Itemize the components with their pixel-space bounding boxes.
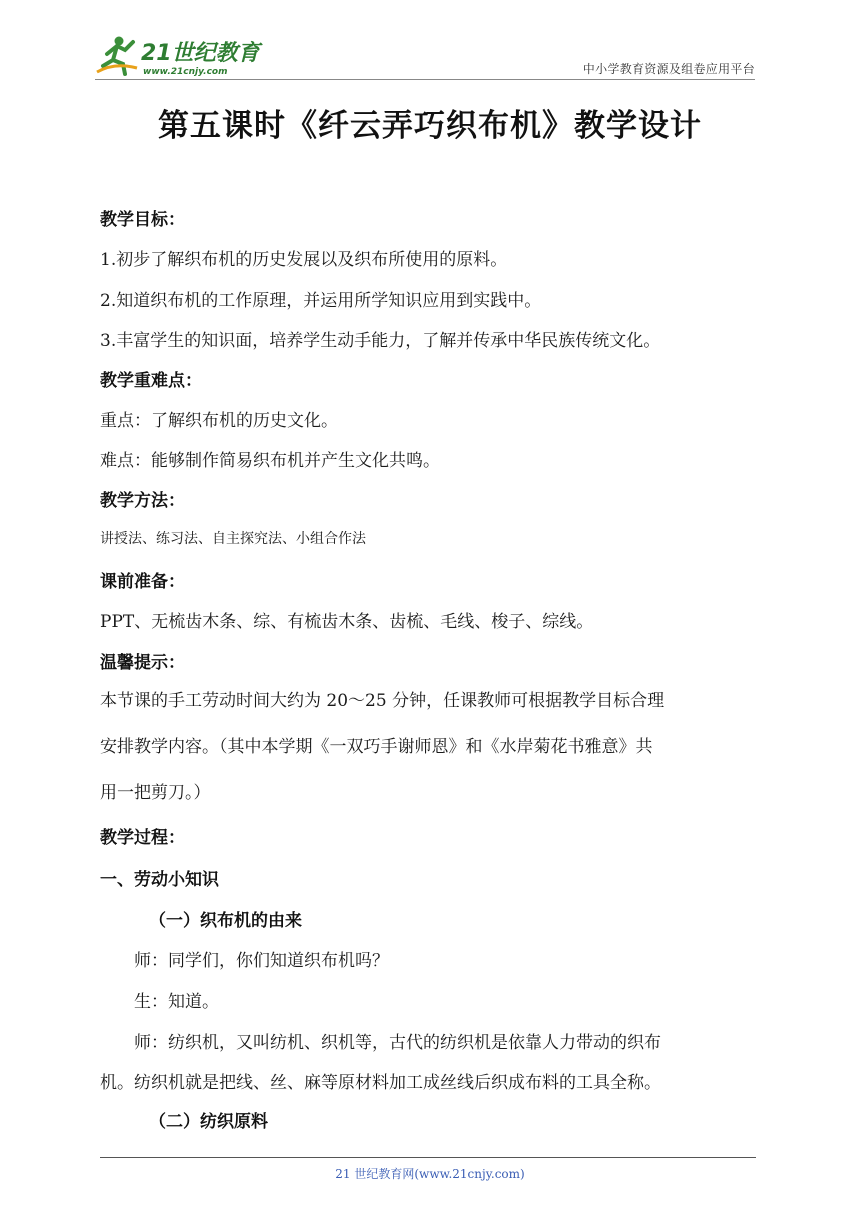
key-heading: 教学重难点：: [100, 371, 202, 391]
goals-heading: 教学目标：: [100, 210, 185, 230]
difficult-point: 难点：能够制作简易织布机并产生文化共鸣。: [100, 451, 440, 471]
process-heading: 教学过程：: [100, 828, 185, 848]
dialog-line-cont: 机。纺织机就是把线、丝、麻等原材料加工成丝线后织成布料的工具全称。: [100, 1073, 661, 1093]
svg-text:21世纪教育: 21世纪教育: [141, 41, 260, 66]
footer-divider: [100, 1157, 756, 1158]
runner-icon: [97, 37, 137, 75]
header-divider: [95, 79, 755, 80]
part1-heading: 一、劳动小知识: [100, 870, 219, 890]
prep-heading: 课前准备：: [100, 572, 185, 592]
svg-text:www.21cnjy.com: www.21cnjy.com: [143, 67, 228, 77]
footer-text: 21 世纪教育网(www.21cnjy.com): [335, 1167, 525, 1181]
page-title: 第五课时《纤云弄巧织布机》教学设计: [158, 108, 702, 144]
dialog-line: 生：知道。: [134, 992, 219, 1012]
key-point: 重点：了解织布机的历史文化。: [100, 411, 338, 431]
method-heading: 教学方法：: [100, 491, 185, 511]
site-logo: [95, 32, 265, 78]
goal-item: 1.初步了解织布机的历史发展以及织布所使用的原料。: [100, 250, 508, 270]
tip-heading: 温馨提示：: [100, 653, 185, 673]
tip-line: 用一把剪刀。）: [100, 783, 211, 803]
goal-item: 3.丰富学生的知识面，培养学生动手能力，了解并传承中华民族传统文化。: [100, 331, 661, 351]
tip-line: 本节课的手工劳动时间大约为 20～25 分钟，任课教师可根据教学目标合理: [100, 691, 665, 711]
dialog-line: 师：纺织机，又叫纺机、织机等，古代的纺织机是依靠人力带动的织布: [134, 1033, 661, 1053]
prep-text: PPT、无梳齿木条、综、有梳齿木条、齿梳、毛线、梭子、综线。: [100, 612, 594, 632]
tip-line: 安排教学内容。（其中本学期《一双巧手谢师恩》和《水岸菊花书雅意》共: [100, 737, 653, 757]
header-platform-text: 中小学教育资源及组卷应用平台: [582, 62, 755, 76]
methods-text: 讲授法、练习法、自主探究法、小组合作法: [100, 531, 366, 547]
dialog-line: 师：同学们，你们知道织布机吗？: [134, 951, 389, 971]
goal-item: 2.知道织布机的工作原理，并运用所学知识应用到实践中。: [100, 291, 542, 311]
sub1-heading: （一）织布机的由来: [149, 911, 302, 931]
sub2-heading: （二）纺织原料: [149, 1112, 268, 1132]
page-header: [95, 28, 755, 80]
